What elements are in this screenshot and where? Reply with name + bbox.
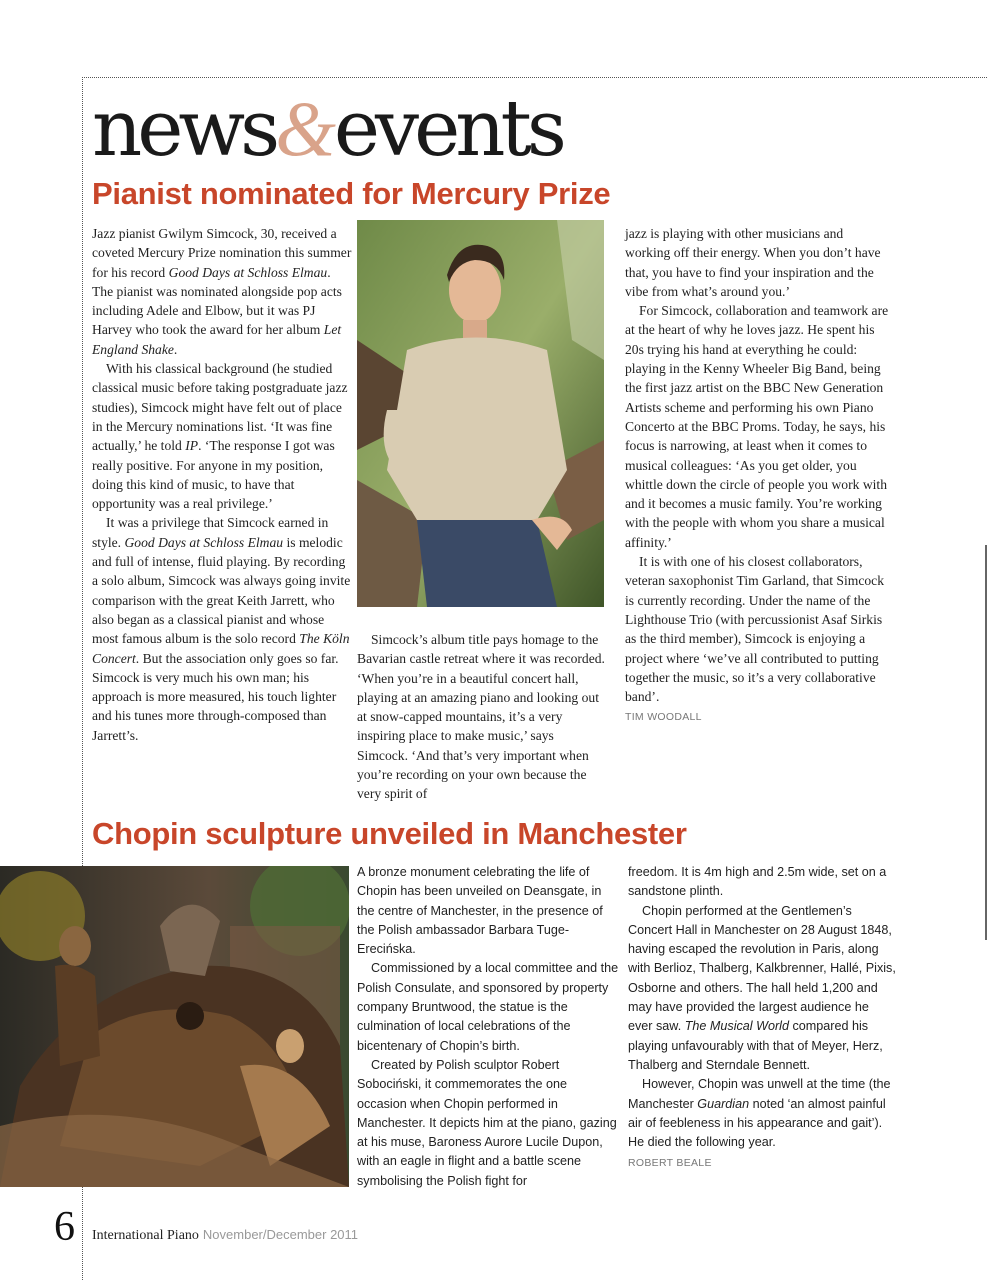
- article1-column-3: [625, 224, 890, 728]
- footer-masthead: [92, 1227, 358, 1244]
- article2-column-2: [628, 863, 896, 1174]
- magazine-name: International Piano: [92, 1228, 199, 1243]
- article1-column-1: [92, 224, 352, 745]
- article1-paragraph: Simcock’s album title pays homage to the Bavarian castle retreat where it was recorded. ‘When you’re in a beautiful concert hall, playing at an amazing piano and looking out at snow-capped mountains, it’s a very inspiring place to make music,’ says Simcock. ‘And that’s very important when you’re recording on your own because the very spirit of: [357, 632, 605, 802]
- article1-paragraph: With his classical background (he studied classical music before taking postgraduate jazz studies), Simcock might have felt out of place in the Mercury nominations list. ‘It was fine actually,’ he told IP. ‘The response I got was really positive. For anyone in my position, doing this kind of music, to have that opportunity was a real privilege.’: [92, 361, 348, 512]
- issue-date: November/December 2011: [202, 1227, 359, 1242]
- article1-byline: TIM WOODALL: [625, 711, 702, 724]
- pianist-portrait-photo: [357, 220, 604, 607]
- article1-paragraph: For Simcock, collaboration and teamwork are at the heart of why he loves jazz. He spent his 20s trying his hand at everything he could: playing in the Kenny Wheeler Big Band, being the first jazz artist on the BBC New Generation Artists scheme and performing his own Piano Concerto at the BBC Proms. Today, he says, his focus is narrowing, at least when it comes to musical colleagues: ‘As you get older, you whittle down the circle of people you work with and it becomes a music family. You’re working with the people with whom you share a musical affinity.’: [625, 303, 889, 550]
- article1-paragraph: jazz is playing with other musicians and working off their energy. When you don’t have that, you have to find your inspiration and the vibe from what’s around you.’: [625, 226, 881, 299]
- masthead-events: events: [333, 84, 562, 174]
- article1-headline: Pianist nominated for Mercury Prize: [92, 176, 611, 211]
- top-dotted-rule: [82, 77, 987, 78]
- masthead-ampersand: &: [275, 85, 334, 172]
- article1-paragraph: Jazz pianist Gwilym Simcock, 30, received a coveted Mercury Prize nomination this summer for his record Good Days at Schloss Elmau. The pianist was nominated alongside pop acts including Adele and Elbow, but it was PJ Harvey who took the award for her album Let England Shake.: [92, 226, 352, 357]
- section-masthead: [92, 84, 562, 174]
- article2-paragraph: A bronze monument celebrating the life of Chopin has been unveiled on Deansgate, in the centre of Manchester, in the presence of the Polish ambassador Barbara Tuge-Erecińska.: [357, 865, 603, 957]
- article2-column-1: [357, 863, 619, 1191]
- article1-paragraph: It was a privilege that Simcock earned in style. Good Days at Schloss Elmau is melodic and full of intense, fluid playing. By recording a solo album, Simcock was always going invite comparison with the great Keith Jarrett, who also began as a classical pianist and whose most famous album is the solo record The Köln Concert. But the association only goes so far. Simcock is very much his own man; his approach is more measured, his touch lighter and his tunes more through-composed than Jarrett’s.: [92, 515, 351, 743]
- page-number: 6: [54, 1204, 75, 1250]
- article2-paragraph: freedom. It is 4m high and 2.5m wide, set on a sandstone plinth.: [628, 865, 887, 899]
- article2-headline: Chopin sculpture unveiled in Manchester: [92, 816, 687, 851]
- chopin-sculpture-photo: [0, 866, 349, 1187]
- article2-paragraph: Chopin performed at the Gentlemen’s Concert Hall in Manchester on 28 August 1848, having escaped the revolution in Paris, along with Berlioz, Thalberg, Kalkbrenner, Hallé, Pixis, Osborne and others. The hall held 1,200 and may have provided the largest audience he ever saw. The Musical World compared his playing unfavourably with that of Meyer, Herz, Thalberg and Sterndale Bennett.: [628, 903, 896, 1072]
- article2-paragraph: Commissioned by a local committee and the Polish Consulate, and sponsored by property company Bruntwood, the statue is the culmination of local celebrations of the bicentenary of Chopin’s birth.: [357, 961, 619, 1053]
- article2-paragraph: However, Chopin was unwell at the time (the Manchester Guardian noted ‘an almost painful air of feebleness in his appearance and gait’). He died the following year.: [628, 1077, 891, 1150]
- article1-column-2: [357, 630, 607, 804]
- article1-paragraph: It is with one of his closest collaborators, veteran saxophonist Tim Garland, that Simcock is currently recording. Under the name of the Lighthouse Trio (with percussionist Asaf Sirkis as the third member), Simcock is enjoying a project where ‘we’ve all contributed to putting together the music, so it’s a very collaborative band’.: [625, 554, 885, 705]
- article2-paragraph: Created by Polish sculptor Robert Sobociński, it commemorates the one occasion when Chopin performed in Manchester. It depicts him at the piano, gazing at his muse, Baroness Aurore Lucile Dupon, with an eagle in flight and a battle scene symbolising the Polish fight for: [357, 1057, 617, 1188]
- article2-byline: ROBERT BEALE: [628, 1157, 712, 1170]
- masthead-news: news: [92, 84, 276, 174]
